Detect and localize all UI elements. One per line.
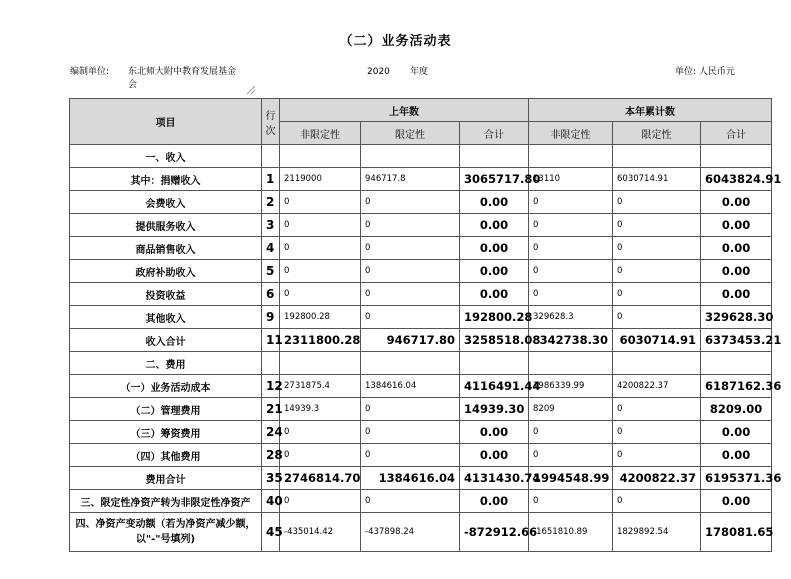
cell-prev-restricted: 946717.8 [361,168,460,191]
cell-prev-unrestricted: 2731875.4 [280,375,361,398]
cell-curr-total: 329628.30 [701,306,772,329]
header-prev-restricted: 限定性 [361,122,460,145]
cell-curr-total: 0.00 [701,191,772,214]
row-label: 四、净资产变动额（若为净资产减少额，以"-"号填列) [70,513,262,552]
header-line-no-2: 次 [265,125,276,137]
page-title: （二）业务活动表 [339,34,452,49]
table-row [70,191,772,214]
cell-prev-total: 0.00 [460,444,529,467]
row-line-no: 45 [262,513,280,552]
cell-curr-restricted: 6030714.91 [613,329,701,352]
org-name-line-2: 会 [128,80,138,90]
cell-curr-restricted: 0 [613,490,701,513]
cell-prev-restricted: 1384616.04 [361,375,460,398]
cell-curr-restricted: 4200822.37 [613,467,701,490]
cell-prev-total: 0.00 [460,260,529,283]
cell-curr-unrestricted: 0 [529,237,613,260]
row-line-no: 5 [262,260,280,283]
cell-prev-restricted: 0 [361,306,460,329]
row-label: （三）筹资费用 [70,421,262,444]
table-row [70,352,772,375]
header-prev-year: 上年数 [280,99,529,122]
cell-curr-restricted: 0 [613,444,701,467]
activity-table [69,98,782,552]
cell-curr-restricted: 0 [613,283,701,306]
table-row [70,168,772,191]
cell-curr-total: 0.00 [701,490,772,513]
row-line-no: 35 [262,467,280,490]
row-line-no: 4 [262,237,280,260]
cell-prev-unrestricted: 0 [280,237,361,260]
cell-prev-unrestricted: 192800.28 [280,306,361,329]
cell-prev-restricted: 0 [361,260,460,283]
cell-curr-unrestricted: 13110 [529,168,613,191]
row-line-no: 9 [262,306,280,329]
table-row [70,467,772,490]
header-line-no-1: 行 [265,110,276,122]
row-label: 一、收入 [70,145,262,168]
table-row [70,375,772,398]
cell-prev-unrestricted: 0 [280,444,361,467]
cell-curr-total: 0.00 [701,237,772,260]
row-line-no: 12 [262,375,280,398]
table-row [70,260,772,283]
cell-curr-unrestricted: 0 [529,421,613,444]
cell-prev-total: 0.00 [460,490,529,513]
row-label: （四）其他费用 [70,444,262,467]
cell-curr-total: 0.00 [701,283,772,306]
table-row [70,329,772,352]
cell-prev-total: 3065717.80 [460,168,529,191]
cell-prev-restricted: 0 [361,191,460,214]
row-line-no: 24 [262,421,280,444]
cell-curr-restricted: 0 [613,191,701,214]
row-line-no: 28 [262,444,280,467]
cell-curr-restricted: 0 [613,398,701,421]
cell-curr-unrestricted: 0 [529,191,613,214]
row-line-no: 21 [262,398,280,421]
cell-prev-restricted: 0 [361,490,460,513]
table-row [70,237,772,260]
cell-curr-unrestricted: 0 [529,444,613,467]
cell-prev-restricted: 0 [361,444,460,467]
cell-prev-unrestricted: 2746814.70 [280,467,361,490]
cell-prev-total: 192800.28 [460,306,529,329]
cell-prev-unrestricted: -435014.42 [280,513,361,552]
org-name-line-1: 东北师大附中教育发展基金 [128,67,237,77]
table-row [70,283,772,306]
cell-curr-restricted: 4200822.37 [613,375,701,398]
table-row [70,306,772,329]
row-line-no: 40 [262,490,280,513]
header-curr-restricted: 限定性 [613,122,701,145]
row-line-no: 3 [262,214,280,237]
cell-prev-total: 4116491.44 [460,375,529,398]
header-prev-total: 合计 [460,122,529,145]
org-label: 编制单位: [70,67,110,77]
row-label: 投资收益 [70,283,262,306]
cell-curr-unrestricted: 0 [529,260,613,283]
cell-curr-restricted: 0 [613,306,701,329]
cell-prev-total: -872912.66 [460,513,529,552]
cell-prev-total: 4131430.74 [460,467,529,490]
row-label: 三、限定性净资产转为非限定性净资产 [70,490,262,513]
cell-curr-restricted: 1829892.54 [613,513,701,552]
cell-curr-restricted: 0 [613,214,701,237]
header-item: 项目 [70,99,262,145]
header-curr-total: 合计 [701,122,772,145]
header-prev-unrestricted: 非限定性 [280,122,361,145]
row-line-no: 1 [262,168,280,191]
cell-curr-unrestricted: 342738.30 [529,329,613,352]
table-row [70,398,772,421]
cell-prev-restricted: 0 [361,237,460,260]
table-row [70,513,772,552]
cell-curr-restricted: 6030714.91 [613,168,701,191]
cell-curr-total: 8209.00 [701,398,772,421]
cell-curr-total: 0.00 [701,214,772,237]
report-year: 2020 [367,67,390,77]
header-line-no [262,99,280,145]
cell-prev-total: 14939.30 [460,398,529,421]
cell-curr-total: 6187162.36 [701,375,772,398]
cell-prev-unrestricted: 2119000 [280,168,361,191]
cell-curr-restricted: 0 [613,237,701,260]
row-label: 二、费用 [70,352,262,375]
cell-prev-restricted: 1384616.04 [361,467,460,490]
cell-curr-unrestricted: 1986339.99 [529,375,613,398]
cell-curr-total: 0.00 [701,421,772,444]
cell-curr-unrestricted: 0 [529,490,613,513]
header-curr-year: 本年累计数 [529,99,772,122]
cell-curr-unrestricted: 0 [529,214,613,237]
row-label: （二）管理费用 [70,398,262,421]
row-label: 其中：捐赠收入 [70,168,262,191]
header-curr-unrestricted: 非限定性 [529,122,613,145]
cell-prev-unrestricted: 0 [280,421,361,444]
cell-prev-restricted: -437898.24 [361,513,460,552]
cell-prev-restricted: 0 [361,214,460,237]
row-label: （一）业务活动成本 [70,375,262,398]
cell-prev-unrestricted: 2311800.28 [280,329,361,352]
cell-curr-total: 0.00 [701,260,772,283]
cell-prev-unrestricted: 0 [280,214,361,237]
currency-unit: 单位: 人民币元 [675,67,735,77]
resize-grip-icon[interactable] [247,86,255,94]
cell-curr-unrestricted: 1994548.99 [529,467,613,490]
row-line-no: 6 [262,283,280,306]
cell-curr-unrestricted: 8209 [529,398,613,421]
table-row [70,490,772,513]
row-label: 其他收入 [70,306,262,329]
cell-curr-total: 6043824.91 [701,168,772,191]
cell-prev-unrestricted: 14939.3 [280,398,361,421]
cell-curr-unrestricted: 329628.3 [529,306,613,329]
cell-prev-unrestricted: 0 [280,260,361,283]
cell-curr-unrestricted: 0 [529,283,613,306]
row-label: 提供服务收入 [70,214,262,237]
row-label: 收入合计 [70,329,262,352]
row-label: 商品销售收入 [70,237,262,260]
cell-prev-total: 0.00 [460,191,529,214]
row-label: 会费收入 [70,191,262,214]
cell-prev-total: 3258518.08 [460,329,529,352]
report-year-suffix: 年度 [410,67,429,77]
cell-curr-unrestricted: -1651810.89 [529,513,613,552]
org-name [128,66,236,92]
cell-curr-restricted: 0 [613,260,701,283]
cell-prev-restricted: 0 [361,283,460,306]
cell-prev-total: 0.00 [460,214,529,237]
table-row [70,214,772,237]
row-label: 费用合计 [70,467,262,490]
cell-prev-total: 0.00 [460,237,529,260]
cell-prev-unrestricted: 0 [280,283,361,306]
cell-curr-total: 6373453.21 [701,329,772,352]
row-line-no: 11 [262,329,280,352]
table-row [70,145,772,168]
cell-prev-restricted: 0 [361,421,460,444]
cell-prev-total: 0.00 [460,283,529,306]
cell-prev-unrestricted: 0 [280,191,361,214]
cell-curr-total: 178081.65 [701,513,772,552]
cell-prev-restricted: 0 [361,398,460,421]
cell-curr-restricted: 0 [613,421,701,444]
cell-prev-restricted: 946717.80 [361,329,460,352]
table-row [70,421,772,444]
cell-curr-total: 6195371.36 [701,467,772,490]
cell-prev-unrestricted: 0 [280,490,361,513]
row-line-no: 2 [262,191,280,214]
cell-curr-total: 0.00 [701,444,772,467]
table-row [70,444,772,467]
cell-prev-total: 0.00 [460,421,529,444]
row-label: 政府补助收入 [70,260,262,283]
